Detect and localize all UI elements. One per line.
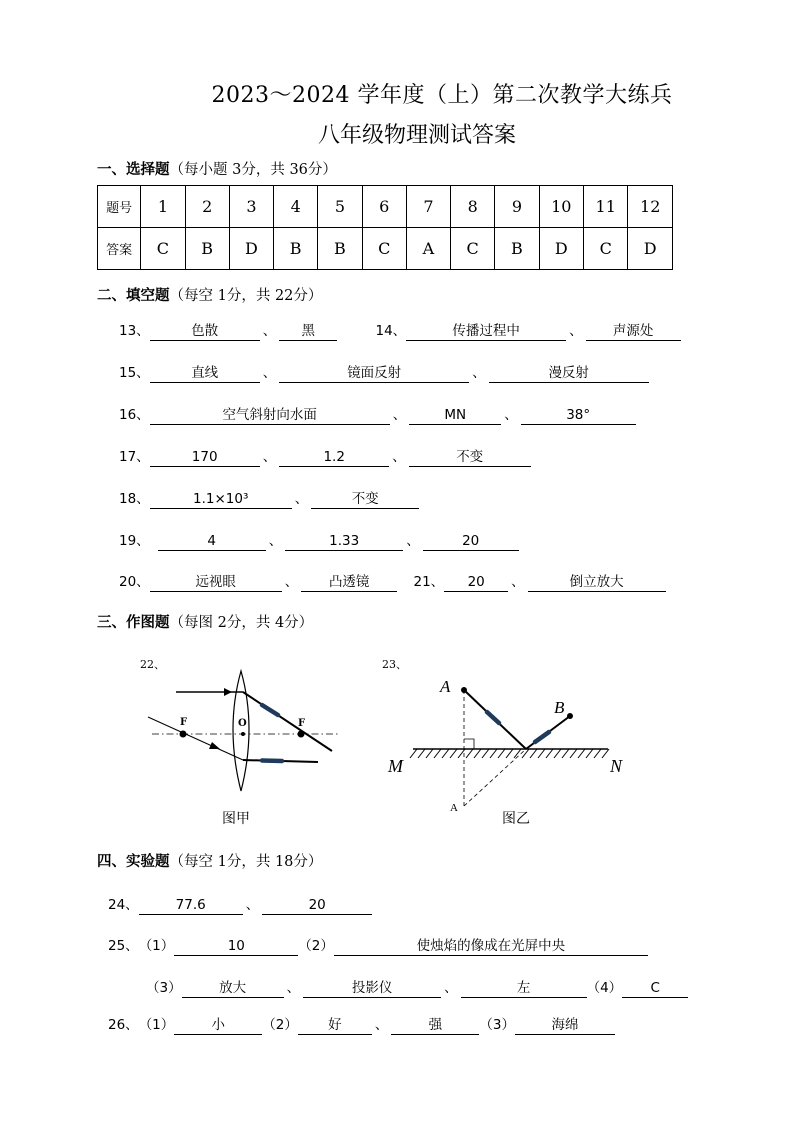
section-2-note: （每空 1分，共 22分）	[169, 288, 323, 304]
answer-blank: 170	[150, 449, 260, 467]
section-3-label: 三、作图题	[97, 615, 170, 631]
question-number: 20、	[119, 574, 150, 590]
label-a-image: A	[450, 802, 458, 814]
label-b: B	[554, 698, 565, 717]
question-number: 14、	[375, 323, 407, 339]
table-cell-answer: A	[406, 228, 450, 270]
answer-blank: 传播过程中	[406, 323, 566, 341]
question-number: 17、	[119, 449, 150, 465]
question-number: 26、	[108, 1017, 139, 1033]
mirror-hatching	[410, 749, 609, 758]
figure-caption-jia: 图甲	[222, 811, 250, 827]
answer-blank: 不变	[311, 491, 419, 509]
table-row-questions	[98, 186, 673, 228]
answer-blank: 投影仪	[303, 980, 441, 998]
question-number: 25、	[108, 938, 139, 954]
answer-line-17: 17、 170 、 1.2 、 不变	[119, 445, 531, 467]
table-cell-question: 8	[451, 186, 495, 228]
answer-line-26: 26、（1） 小 （2） 好 、 强 （3） 海绵	[108, 1013, 615, 1035]
table-cell-question: 1	[141, 186, 185, 228]
section-1-heading	[97, 158, 337, 179]
label-a: A	[440, 677, 451, 696]
table-header-answer: 答案	[98, 228, 141, 270]
focal-label-right: F	[298, 718, 306, 729]
question-number: 24、	[108, 897, 139, 913]
table-cell-answer: C	[141, 228, 185, 270]
answer-blank: 直线	[150, 365, 260, 383]
focal-label-left: F	[180, 717, 188, 728]
exam-title: 2023～2024 学年度（上）第二次教学大练兵	[211, 83, 673, 108]
point-b	[567, 713, 573, 719]
answer-blank: 77.6	[139, 897, 243, 915]
table-cell-answer: C	[451, 228, 495, 270]
question-23-number: 23、	[382, 658, 407, 671]
table-cell-question: 10	[539, 186, 583, 228]
question-number: 21、	[413, 574, 445, 590]
answer-blank: 凸透镜	[301, 574, 397, 592]
answer-blank: 镜面反射	[279, 365, 469, 383]
part-number: （1）	[138, 938, 175, 954]
table-cell-question: 7	[406, 186, 450, 228]
answer-blank: 1.2	[279, 449, 389, 467]
answer-blank: 1.33	[285, 533, 403, 551]
lens-diagram	[140, 665, 350, 795]
table-header-question: 题号	[98, 186, 141, 228]
section-3-note: （每图 2分，共 4分）	[169, 615, 314, 631]
answer-line-19: 19、 4 、 1.33 、 20	[119, 529, 519, 551]
part-number: （2）	[262, 1017, 298, 1033]
center-label: O	[238, 718, 247, 729]
answer-blank: 20	[423, 533, 519, 551]
answer-blank: 倒立放大	[528, 574, 666, 592]
answer-line-24: 24、 77.6 、 20	[108, 893, 372, 915]
answer-blank: MN	[409, 407, 501, 425]
arrow-icon	[224, 688, 232, 696]
answer-line-25-a	[108, 934, 648, 956]
table-cell-question: 4	[274, 186, 318, 228]
virtual-ray-extension	[464, 749, 526, 806]
mirror-diagram	[383, 668, 643, 818]
part-number: （1）	[138, 1017, 175, 1033]
table-cell-answer: C	[362, 228, 406, 270]
question-number: 19、	[119, 533, 150, 549]
question-22-number: 22、	[140, 658, 165, 671]
table-row-answers	[98, 228, 673, 270]
question-number: 15、	[119, 365, 150, 381]
section-2-heading	[97, 284, 322, 305]
arrow-icon	[262, 705, 278, 715]
answer-blank: 使烛焰的像成在光屏中央	[334, 938, 648, 956]
answer-blank: 空气斜射向水面	[150, 407, 390, 425]
section-1-label: 一、选择题	[97, 162, 170, 178]
arrow-icon	[487, 712, 499, 723]
table-cell-answer: D	[229, 228, 273, 270]
answer-blank: 38°	[521, 407, 636, 425]
answer-blank: 海绵	[515, 1017, 615, 1035]
answer-blank: 漫反射	[489, 365, 649, 383]
answer-blank: 小	[174, 1017, 262, 1035]
part-number: （2）	[298, 938, 334, 954]
answer-blank: 左	[461, 980, 587, 998]
section-3-heading	[97, 611, 313, 632]
table-cell-answer: D	[539, 228, 583, 270]
question-number: 16、	[119, 407, 150, 423]
table-cell-answer: B	[495, 228, 539, 270]
answer-blank: 远视眼	[150, 574, 282, 592]
section-4-label: 四、实验题	[97, 854, 170, 870]
point-a	[461, 687, 467, 693]
table-cell-answer: B	[318, 228, 362, 270]
label-m: M	[388, 756, 403, 776]
table-cell-answer: D	[628, 228, 673, 270]
answer-line-16: 16、 空气斜射向水面 、 MN 、 38°	[119, 403, 636, 425]
answer-line-25-b: （3） 放大 、 投影仪 、 左 （4） C	[146, 976, 688, 998]
answer-blank: 好	[298, 1017, 372, 1035]
answer-blank: 1.1×10³	[150, 491, 292, 509]
table-cell-answer: C	[583, 228, 627, 270]
section-4-heading	[97, 850, 322, 871]
answer-blank: 20	[444, 574, 508, 592]
answer-line-20-21: 20、 远视眼 、 凸透镜 21、 20 、 倒立放大	[119, 570, 666, 592]
question-number: 18、	[119, 491, 150, 507]
right-angle-mark	[464, 739, 474, 749]
arrow-icon	[209, 742, 220, 749]
part-number: （4）	[586, 980, 623, 996]
convex-lens	[233, 671, 249, 791]
answer-blank: 4	[158, 533, 266, 551]
optical-center	[241, 732, 245, 736]
table-cell-answer: B	[185, 228, 229, 270]
answer-blank: C	[622, 980, 688, 998]
arrow-icon	[535, 732, 549, 742]
answer-blank: 放大	[182, 980, 284, 998]
answer-blank: 声源处	[586, 323, 681, 341]
exam-subtitle: 八年级物理测试答案	[317, 123, 516, 148]
table-cell-question: 5	[318, 186, 362, 228]
part-number: （3）	[479, 1017, 515, 1033]
answer-line-15: 15、 直线 、 镜面反射 、 漫反射	[119, 361, 649, 383]
answer-blank: 不变	[409, 449, 531, 467]
table-cell-question: 12	[628, 186, 673, 228]
question-number: 13、	[119, 323, 150, 339]
section-1-note: （每小题 3分，共 36分）	[169, 162, 337, 178]
section-4-note: （每空 1分，共 18分）	[169, 854, 323, 870]
answer-line-13-14: 13、 色散 、 黑 14、 传播过程中 、 声源处	[119, 319, 681, 341]
table-cell-question: 9	[495, 186, 539, 228]
answer-table	[97, 185, 673, 270]
table-cell-question: 11	[583, 186, 627, 228]
part-number: （3）	[146, 980, 182, 996]
table-cell-question: 2	[185, 186, 229, 228]
refracted-ray-through-focus	[243, 692, 332, 751]
label-n: N	[610, 756, 623, 776]
answer-blank: 色散	[150, 323, 260, 341]
answer-line-18: 18、 1.1×10³ 、 不变	[119, 487, 419, 509]
answer-blank: 黑	[279, 323, 337, 341]
answer-blank: 20	[262, 897, 372, 915]
figure-caption-yi: 图乙	[502, 811, 530, 827]
table-cell-question: 3	[229, 186, 273, 228]
table-cell-answer: B	[274, 228, 318, 270]
incident-ray-through-focus	[148, 717, 243, 760]
arrow-icon	[262, 761, 282, 762]
section-2-label: 二、填空题	[97, 288, 170, 304]
answer-blank: 强	[391, 1017, 479, 1035]
answer-blank: 10	[174, 938, 298, 956]
table-cell-question: 6	[362, 186, 406, 228]
